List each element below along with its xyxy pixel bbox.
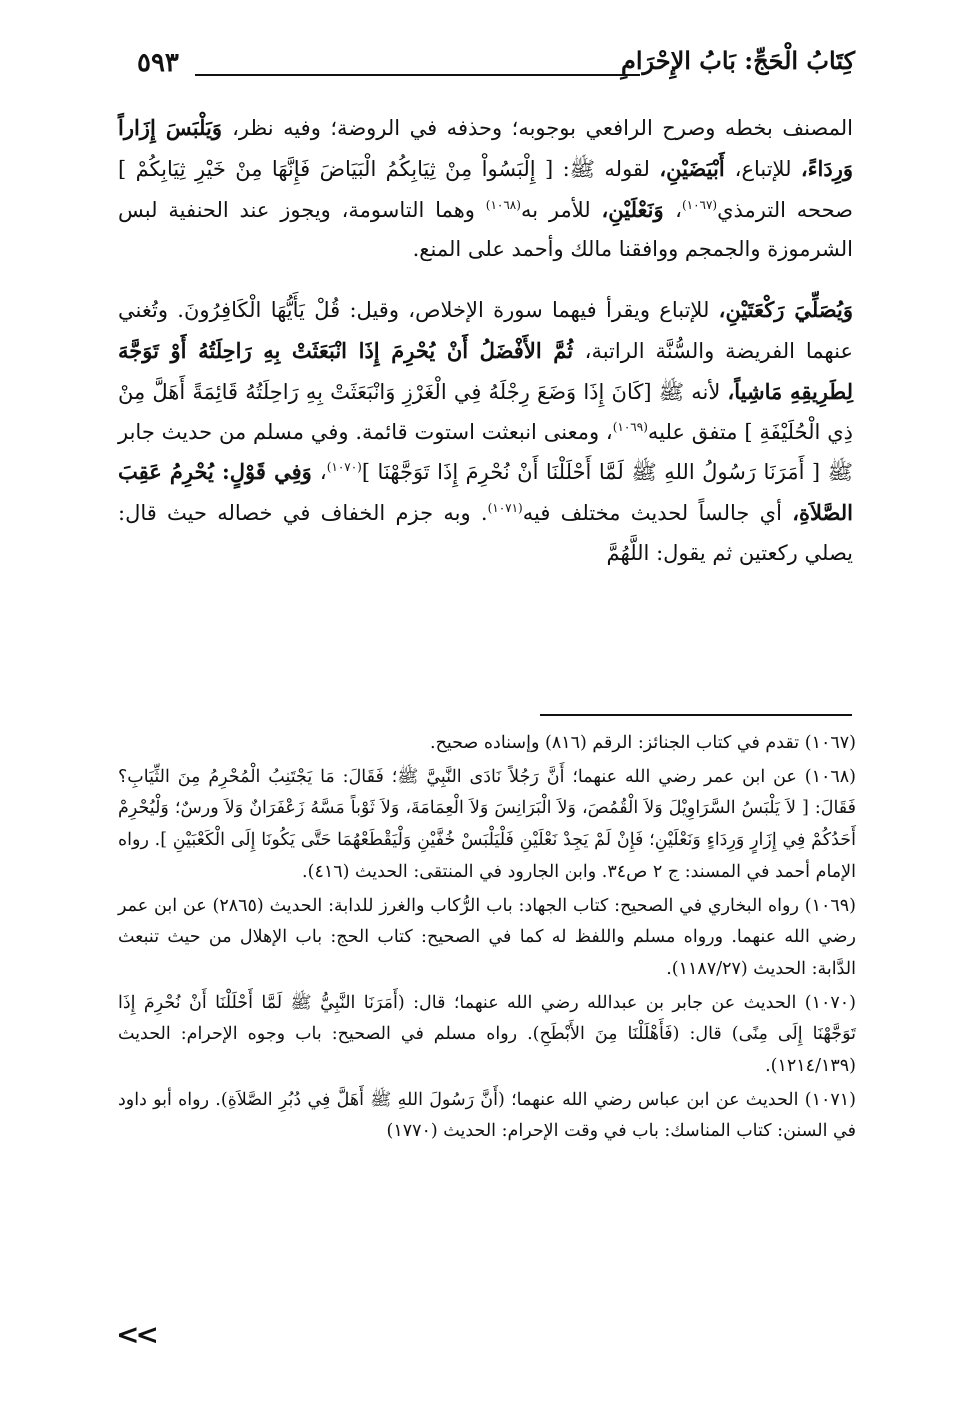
continuation-mark: <<	[116, 1318, 155, 1351]
matn-text: أَبْيَضَيْنِ،	[659, 155, 735, 181]
matn-text: وَيُصَلِّيَ رَكْعَتَيْنِ،	[718, 297, 853, 323]
footnote-1068: (١٠٦٨) عن ابن عمر رضي الله عنهما؛ أَنَّ رَجُلاً نَادَى النَّبِيَّ ﷺ؛ فَقَالَ: مَا يَجْتَنِبُ الْمُحْرِمُ مِنَ الثِّيَابِ؟ فَقَالَ: [ لاَ يَلْبَسُ السَّرَاوِيْلَ وَلاَ الْقُمُصَ، وَلاَ الْبَرَانِسَ وَلاَ الْعِمَامَةَ، وَلاَ ثَوْباً مَسَّهُ زَعْفَرَانٌ وَلاَ ورسٌ؛ وَلْيُحْرِمْ أَحَدُكُمْ فِي إِزَارٍ وَرِدَاءٍ وَنَعْلَيْنِ؛ فَإِنْ لَمْ يَجِدْ نَعْلَيْنِ فَلْيَلْبَسْ خُفَّيْنِ وَلْيَقْطَعْهُمَا حَتَّى يَكُونَا إِلَى الْكَعْبَيْنِ ]. رواه الإمام أحمد في المسند: ج ٢ ص٣٤. وابن الجارود في المنتقى: الحديث (٤١٦).	[118, 766, 856, 882]
footnote-1069: (١٠٦٩) رواه البخاري في الصحيح: كتاب الجهاد: باب الرُّكاب والغرز للدابة: الحديث (٢٨٦٥) عن ابن عمر رضي الله عنهما. ورواه مسلم واللفظ له كما في الصحيح: كتاب الحج: باب الإهلال من حيث تنبعث الدَّابة: الحديث (١١٨٧/٢٧).	[118, 895, 856, 979]
matn-text: وَنَعْلَيْنِ،	[601, 196, 676, 222]
text: ، ومعنى انبعثت استوت قائمة. وفي مسلم من حديث جابر ﷺ [ أَمَرَنَا رَسُولُ اللهِ ﷺ لَمَّا أَحْلَلْنَا أَنْ نُحْرِمَ إِذَا تَوَجَّهْنَا ]	[118, 419, 853, 485]
text: للإتباع،	[734, 156, 801, 181]
matn-text: وَفِي قَوْلٍ: يُحْرِمُ عَقِبَ الصَّلاَةِ،	[118, 459, 853, 526]
footnote-ref: (١٠٧١)	[487, 501, 523, 516]
text: لقوله ﷺ: [ إِلْبَسُواْ مِنْ ثِيَابِكُمُ الْبَيَاضَ فَإِنَّهَا مِنْ خَيْرِ ثِيَابِكُمْ ] صححه الترمذي	[118, 156, 854, 222]
footnote-ref: (١٠٦٧)	[681, 197, 718, 212]
text: لأنه ﷺ [كَانَ إِذَا وَضَعَ رِجْلَهُ فِي الْغَرْزِ وَانْبَعَثَتْ بِهِ رَاحِلَتُهُ قَائِمَةً أَهَلَّ مِنْ ذِي الْحُلَيْفَةِ ] متفق عليه	[118, 379, 854, 444]
running-title: كِتَابُ الْحَجِّ: بَابُ الإِحْرَامِ	[620, 46, 855, 75]
footnote-ref: (١٠٦٨)	[485, 197, 521, 212]
text: للإتباع ويقرأ فيهما سورة الإخلاص، وقيل: قُلْ يَأَيُّهَا الْكَافِرُونَ. وتُغني عنهما الفريضة والسُّنَّة الراتبة،	[118, 298, 853, 363]
matn-text: وَيَلْبَسَ إِزَاراً وَرِدَاءً،	[118, 115, 853, 181]
text: أي جالساً لحديث مختلف فيه	[522, 501, 793, 526]
page-header	[125, 46, 855, 86]
footnote-ref: (١٠٧٠)	[326, 460, 362, 475]
page-number: ٥٩٣	[137, 48, 179, 78]
text: المصنف بخطه وصرح الرافعي بوجوبه؛ وحذفه في الروضة؛ وفيه نظر،	[232, 116, 853, 140]
footnote-ref: (١٠٦٩)	[612, 419, 648, 434]
matn-text: ثُمَّ الأَفْضَلُ أَنْ يُحْرِمَ إِذَا انْبَعَثَتْ بِهِ رَاحِلَتُهُ أَوْ تَوَجَّهَ لِطَرِيقِهِ مَاشِياً،	[118, 337, 853, 404]
header-rule	[195, 74, 640, 76]
footnote-1071: (١٠٧١) الحديث عن ابن عباس رضي الله عنهما؛ (أَنَّ رَسُولَ اللهِ ﷺ أَهَلَّ فِي دُبُرِ الصَّلاَةِ). رواه أبو داود في السنن: كتاب المناسك: باب في وقت الإحرام: الحديث (١٧٧٠)	[118, 1089, 856, 1142]
paragraph-2	[118, 290, 853, 574]
footnote-1067: (١٠٦٧) تقدم في كتاب الجنائز: الرقم (٨١٦) وإسناده صحيح.	[430, 733, 856, 753]
footnote-separator	[540, 714, 852, 716]
text: . وبه جزم الخفاف في خصاله حيث قال: يصلي ركعتين ثم يقول: اللَّهُمَّ	[118, 501, 853, 565]
text: للأمر به	[520, 197, 602, 222]
text: وهما التاسومة، ويجوز عند الحنفية لبس الشرموزة والجمجم ووافقنا مالك وأحمد على المنع.	[118, 197, 853, 262]
text: ،	[319, 460, 327, 485]
main-text	[118, 108, 853, 594]
footnotes	[118, 728, 856, 1150]
text: ،	[675, 197, 682, 222]
paragraph-1	[118, 108, 853, 270]
footnote-1070: (١٠٧٠) الحديث عن جابر بن عبدالله رضي الله عنهما؛ قال: (أَمَرَنَا النَّبِيُّ ﷺ لَمَّا أَحْلَلْنَا أَنْ نُحْرِمَ إِذَا تَوَجَّهْنَا إِلَى مِنًى) قال: (فَأَهْلَلْنَا مِنَ الأَبْطَحِ). رواه مسلم في الصحيح: باب وجوه الإحرام: الحديث (١٢١٤/١٣٩).	[118, 992, 856, 1077]
